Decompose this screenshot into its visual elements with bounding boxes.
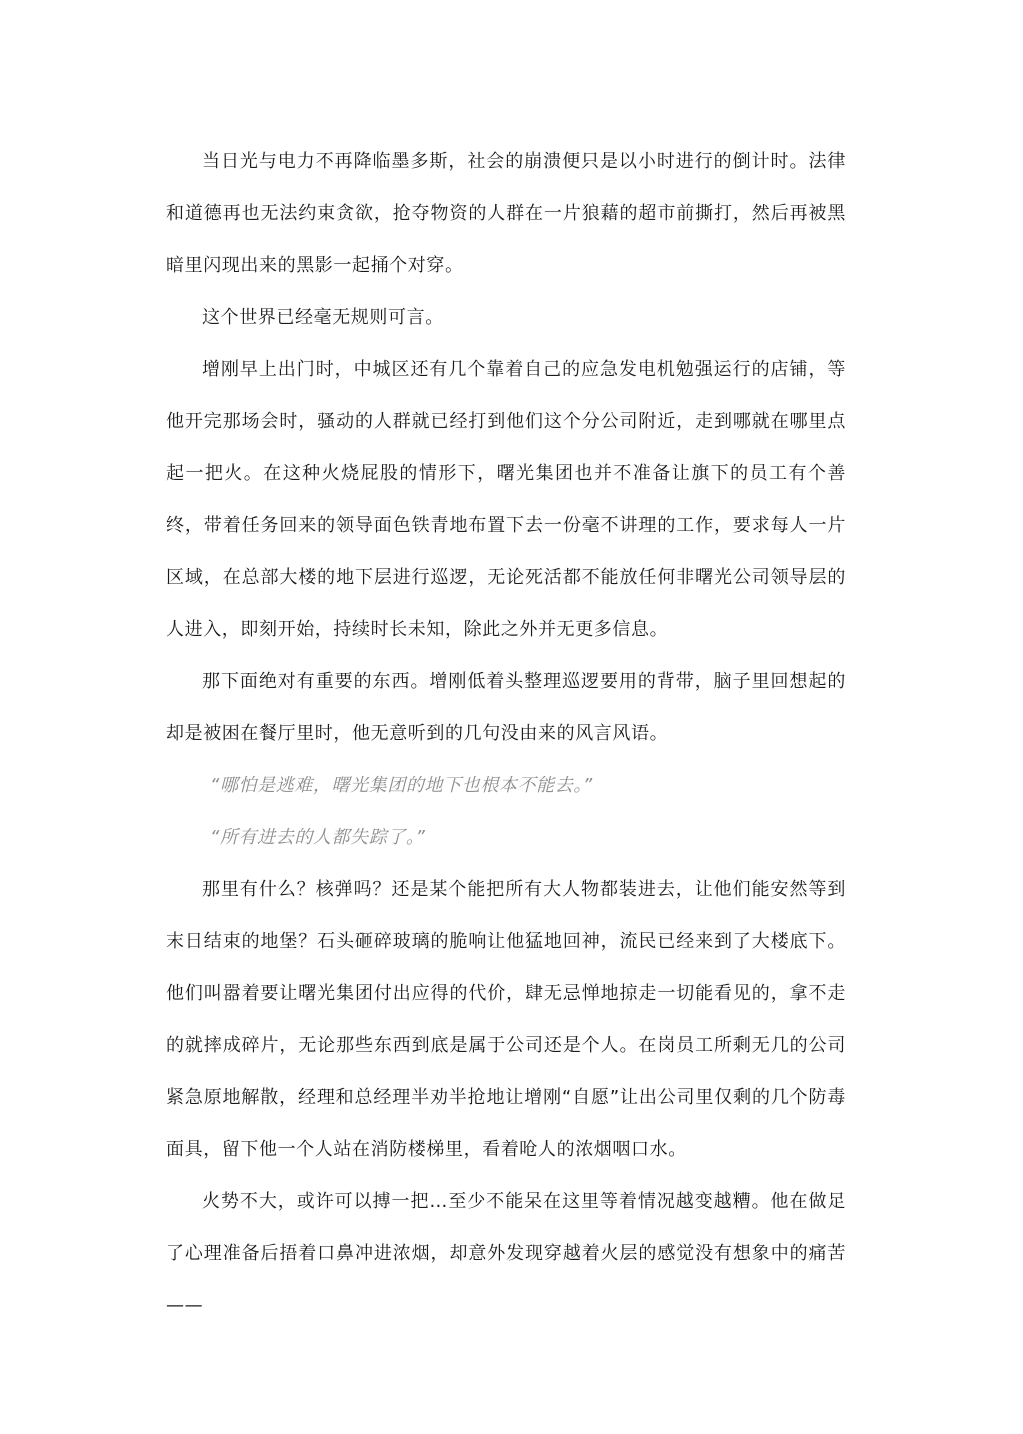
paragraph-1: 当日光与电力不再降临墨多斯，社会的崩溃便只是以小时进行的倒计时。法律和道德再也无法约束贪欲，抢夺物资的人群在一片狼藉的超市前撕打，然后再被黑暗里闪现出来的黑影一起捅个对穿。	[166, 151, 846, 276]
quote-2: “所有进去的人都失踪了。”	[210, 827, 426, 848]
paragraph-2: 这个世界已经毫无规则可言。	[202, 307, 444, 328]
paragraph-4: 那下面绝对有重要的东西。增刚低着头整理巡逻要用的背带，脑子里回想起的却是被困在餐厅里时，他无意听到的几句没由来的风言风语。	[166, 671, 846, 744]
paragraph-5: 那里有什么？核弹吗？还是某个能把所有大人物都装进去，让他们能安然等到末日结束的地堡？石头砸碎玻璃的脆响让他猛地回神，流民已经来到了大楼底下。他们叫嚣着要让曙光集团付出应得的代价，肆无忌惮地掠走一切能看见的，拿不走的就摔成碎片，无论那些东西到底是属于公司还是个人。在岗员工所剩无几的公司紧急原地解散，经理和总经理半劝半抢地让增刚“自愿”让出公司里仅剩的几个防毒面具，留下他一个人站在消防楼梯里，看着呛人的浓烟咽口水。	[166, 879, 846, 1160]
document-page	[166, 136, 846, 1332]
paragraph-3: 增刚早上出门时，中城区还有几个靠着自己的应急发电机勉强运行的店铺，等他开完那场会时，骚动的人群就已经打到他们这个分公司附近，走到哪就在哪里点起一把火。在这种火烧屁股的情形下，曙光集团也并不准备让旗下的员工有个善终，带着任务回来的领导面色铁青地布置下去一份毫不讲理的工作，要求每人一片区域，在总部大楼的地下层进行巡逻，无论死活都不能放任何非曙光公司领导层的人进入，即刻开始，持续时长未知，除此之外并无更多信息。	[166, 359, 846, 640]
quote-1: “哪怕是逃难，曙光集团的地下也根本不能去。”	[210, 775, 593, 796]
paragraph-6: 火势不大，或许可以搏一把…至少不能呆在这里等着情况越变越糟。他在做足了心理准备后捂着口鼻冲进浓烟，却意外发现穿越着火层的感觉没有想象中的痛苦——	[166, 1191, 846, 1316]
